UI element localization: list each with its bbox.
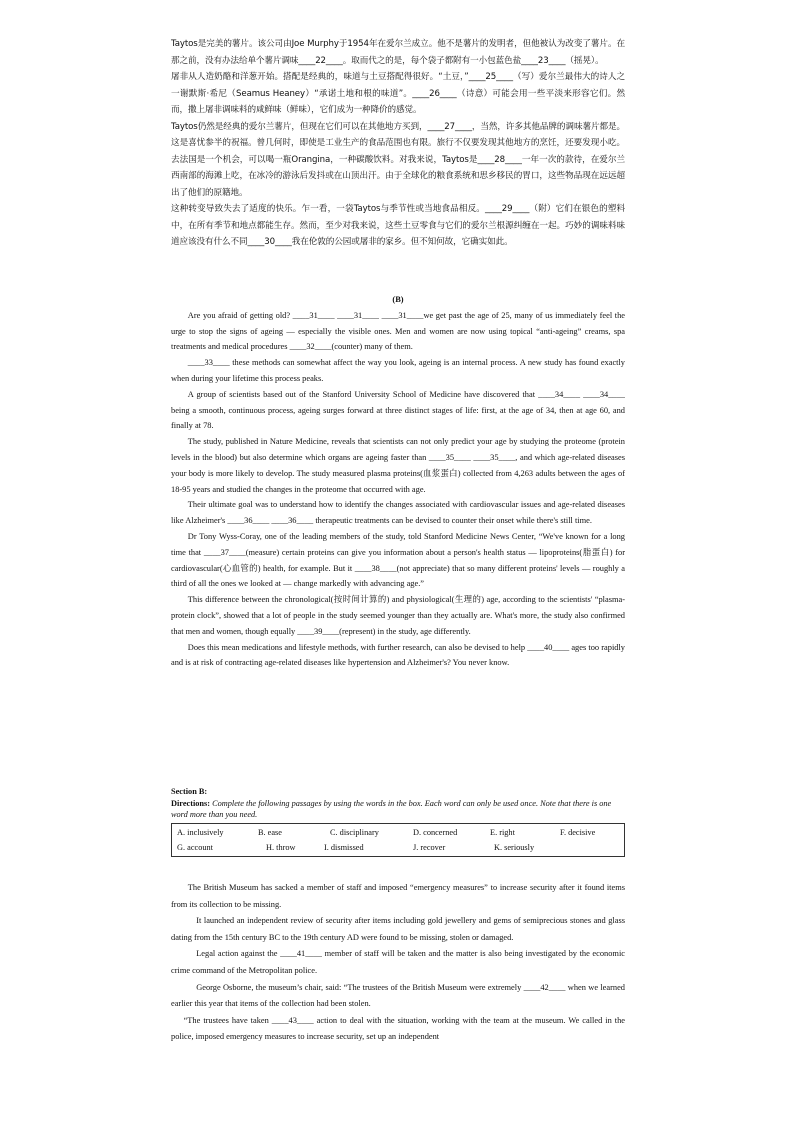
chinese-paragraph-3: Taytos仍然是经典的爱尔兰薯片，但现在它们可以在其他地方买到，____27____，当然，许多其他品牌的调味薯片都是。这是喜忧参半的祝福。曾几何时，即使是工业生产的食品范围也有限。旅行不仅要发现其他地方的烹饪，还要发现小吃。去法国是一个机会，可以喝一瓶Orangina，一种碳酸饮料。对我来说，Taytos是____28____一年一次的款待，在爱尔兰西南部的海滩上吃，在冰冷的游泳后发抖或在山顶出汗。由于全球化的粮食系统和思乡移民的胃口，这些物品现在远远超出了他们的原籍地。 — [171, 121, 625, 198]
chinese-passage — [171, 36, 625, 251]
passage-b-paragraph-6: Dr Tony Wyss-Coray, one of the leading members of the study, told Stanford Medicine News Center, “We've known for a long time that ____37____(measure) certain proteins can give you information about a person's health status — lipoproteins(脂蛋白) for cardiovascular(心血管的) health, for example. But it ____38____(not appreciate) that so many different proteins' levels — roughly a third of all the ones we looked at — change markedly with advancing age.” — [171, 531, 625, 589]
chinese-paragraph-4: 这种转变导致失去了适度的快乐。乍一看，一袋Taytos与季节性或当地食品相反。____29____（附）它们在银色的塑料中，在所有季节和地点都能生存。然而，至少对我来说，这些土豆零食与它们的爱尔兰根源纠缠在一起。巧妙的调味料味道应该没有什么不同____30____我在伦敦的公园或屠非的家乡。但不知何故，它确实如此。 — [171, 204, 625, 247]
word-option: D. concerned — [413, 828, 458, 837]
museum-paragraph-5: “The trustees have taken ____43____ action to deal with the situation, working with the team at the museum. We called in the police, imposed emergency measures to increase security, set up an independent — [171, 1015, 625, 1042]
directions-text: Complete the following passages by using the words in the box. Each word can only be used once. Note that there is one word more than you need. — [171, 798, 612, 819]
word-option: H. throw — [266, 843, 296, 852]
word-option: C. disciplinary — [330, 828, 379, 837]
directions-label: Directions: — [171, 798, 211, 808]
word-option: K. seriously — [494, 843, 535, 852]
passage-b-paragraph-2: ____33____ these methods can somewhat affect the way you look, ageing is an internal process. A new study has found exactly when during your lifetime this process peaks. — [171, 358, 625, 383]
section-title: Section B: — [171, 787, 208, 796]
word-option: E. right — [490, 828, 515, 837]
word-option: G. account — [177, 843, 213, 852]
section-b-header — [171, 786, 625, 821]
word-option: B. ease — [258, 828, 282, 837]
word-option: F. decisive — [560, 828, 596, 837]
chinese-paragraph-2: 屠非从人造奶酪和洋葱开始。搭配是经典的，味道与土豆搭配得很好。“土豆，”____25____（写）爱尔兰最伟大的诗人之一谢默斯·希尼（Seamus Heaney）“承诺土地和根的味道”。____26____（诗意）可能会用一些平淡来形容它们。然而，撒上屠非调味料的咸鲜味（鲜味），它们成为一种降价的感觉。 — [171, 72, 625, 115]
directions — [171, 798, 625, 821]
passage-b-paragraph-7: This difference between the chronological(按时间计算的) and physiological(生理的) age, according to the scientists' “plasma-protein clock”, showed that a lot of people in the study seemed younger than they actually are. What's more, the study also confirmed that men and women, though equally ____39____(represent) in the study, age differently. — [171, 595, 625, 636]
word-option: J. recover — [413, 843, 446, 852]
museum-paragraph-3: Legal action against the ____41____ member of staff will be taken and the matter is also being investigated by the economic crime command of the Metropolitan police. — [171, 949, 625, 975]
passage-b-paragraph-8: Does this mean medications and lifestyle methods, with further research, can also be devised to help ____40____ ages too rapidly and is at risk of contracting age-related diseases like hypertension and Alzheimer's? You never know. — [171, 642, 625, 668]
chinese-paragraph-1: Taytos是完美的薯片。该公司由Joe Murphy于1954年在爱尔兰成立。他不是薯片的发明者，但他被认为改变了薯片。在那之前，没有办法给单个薯片调味____22____。取而代之的是，每个袋子都附有一小包蓝色盐____23____（摇晃）。 — [171, 39, 625, 66]
museum-paragraph-1: The British Museum has sacked a member of staff and imposed “emergency measures” to increase security after it found items from its collection to be missing. — [171, 883, 625, 909]
passage-b-paragraph-3: A group of scientists based out of the Stanford University School of Medicine have discovered that ____34____ ____34____ being a smooth, continuous process, ageing surges forward at three distinct stages of life: first, at the age of 34, then at age 60, and finally at 78. — [171, 389, 625, 431]
word-option: A. inclusively — [177, 828, 224, 837]
passage-b-heading: (B) — [392, 295, 404, 304]
passage-b-paragraph-1: Are you afraid of getting old? ____31____ ____31____ ____31____we get past the age of 25, many of us immediately feel the urge to stop the signs of ageing — especially the visible ones. Men and women are now using topical “anti-ageing” creams, spa treatments and medical procedures ____32____(counter) many of them. — [171, 310, 625, 352]
passage-b — [171, 292, 625, 671]
word-box — [171, 823, 625, 857]
passage-b-paragraph-5: Their ultimate goal was to understand how to identify the changes associated with cardiovascular issues and age-related diseases like Alzheimer's ____36____ ____36____ therapeutic treatments can be devised to counter their onset while there's still time. — [171, 500, 625, 526]
passage-b-paragraph-4: The study, published in Nature Medicine, reveals that scientists can not only predict your age by studying the proteome (protein levels in the blood) but also determine which organs are ageing faster than ____35____ ____35____, and which age-related diseases your body is more likely to develop. The study measured plasma proteins(血浆蛋白) collected from 4,263 adults between the ages of 18-95 years and studied the changes in the proteome that occurred with age. — [171, 437, 625, 494]
word-option: I. dismissed — [324, 843, 364, 852]
museum-passage — [171, 880, 625, 1046]
museum-paragraph-2: It launched an independent review of security after items including gold jewellery and gems of semiprecious stones and glass dating from the 15th century BC to the 19th century AD were found to be missing, stolen or damaged. — [171, 916, 625, 942]
museum-paragraph-4: George Osborne, the museum’s chair, said: “The trustees of the British Museum were extremely ____42____ when we learned earlier this year that items of the collection had been stolen. — [171, 982, 625, 1009]
